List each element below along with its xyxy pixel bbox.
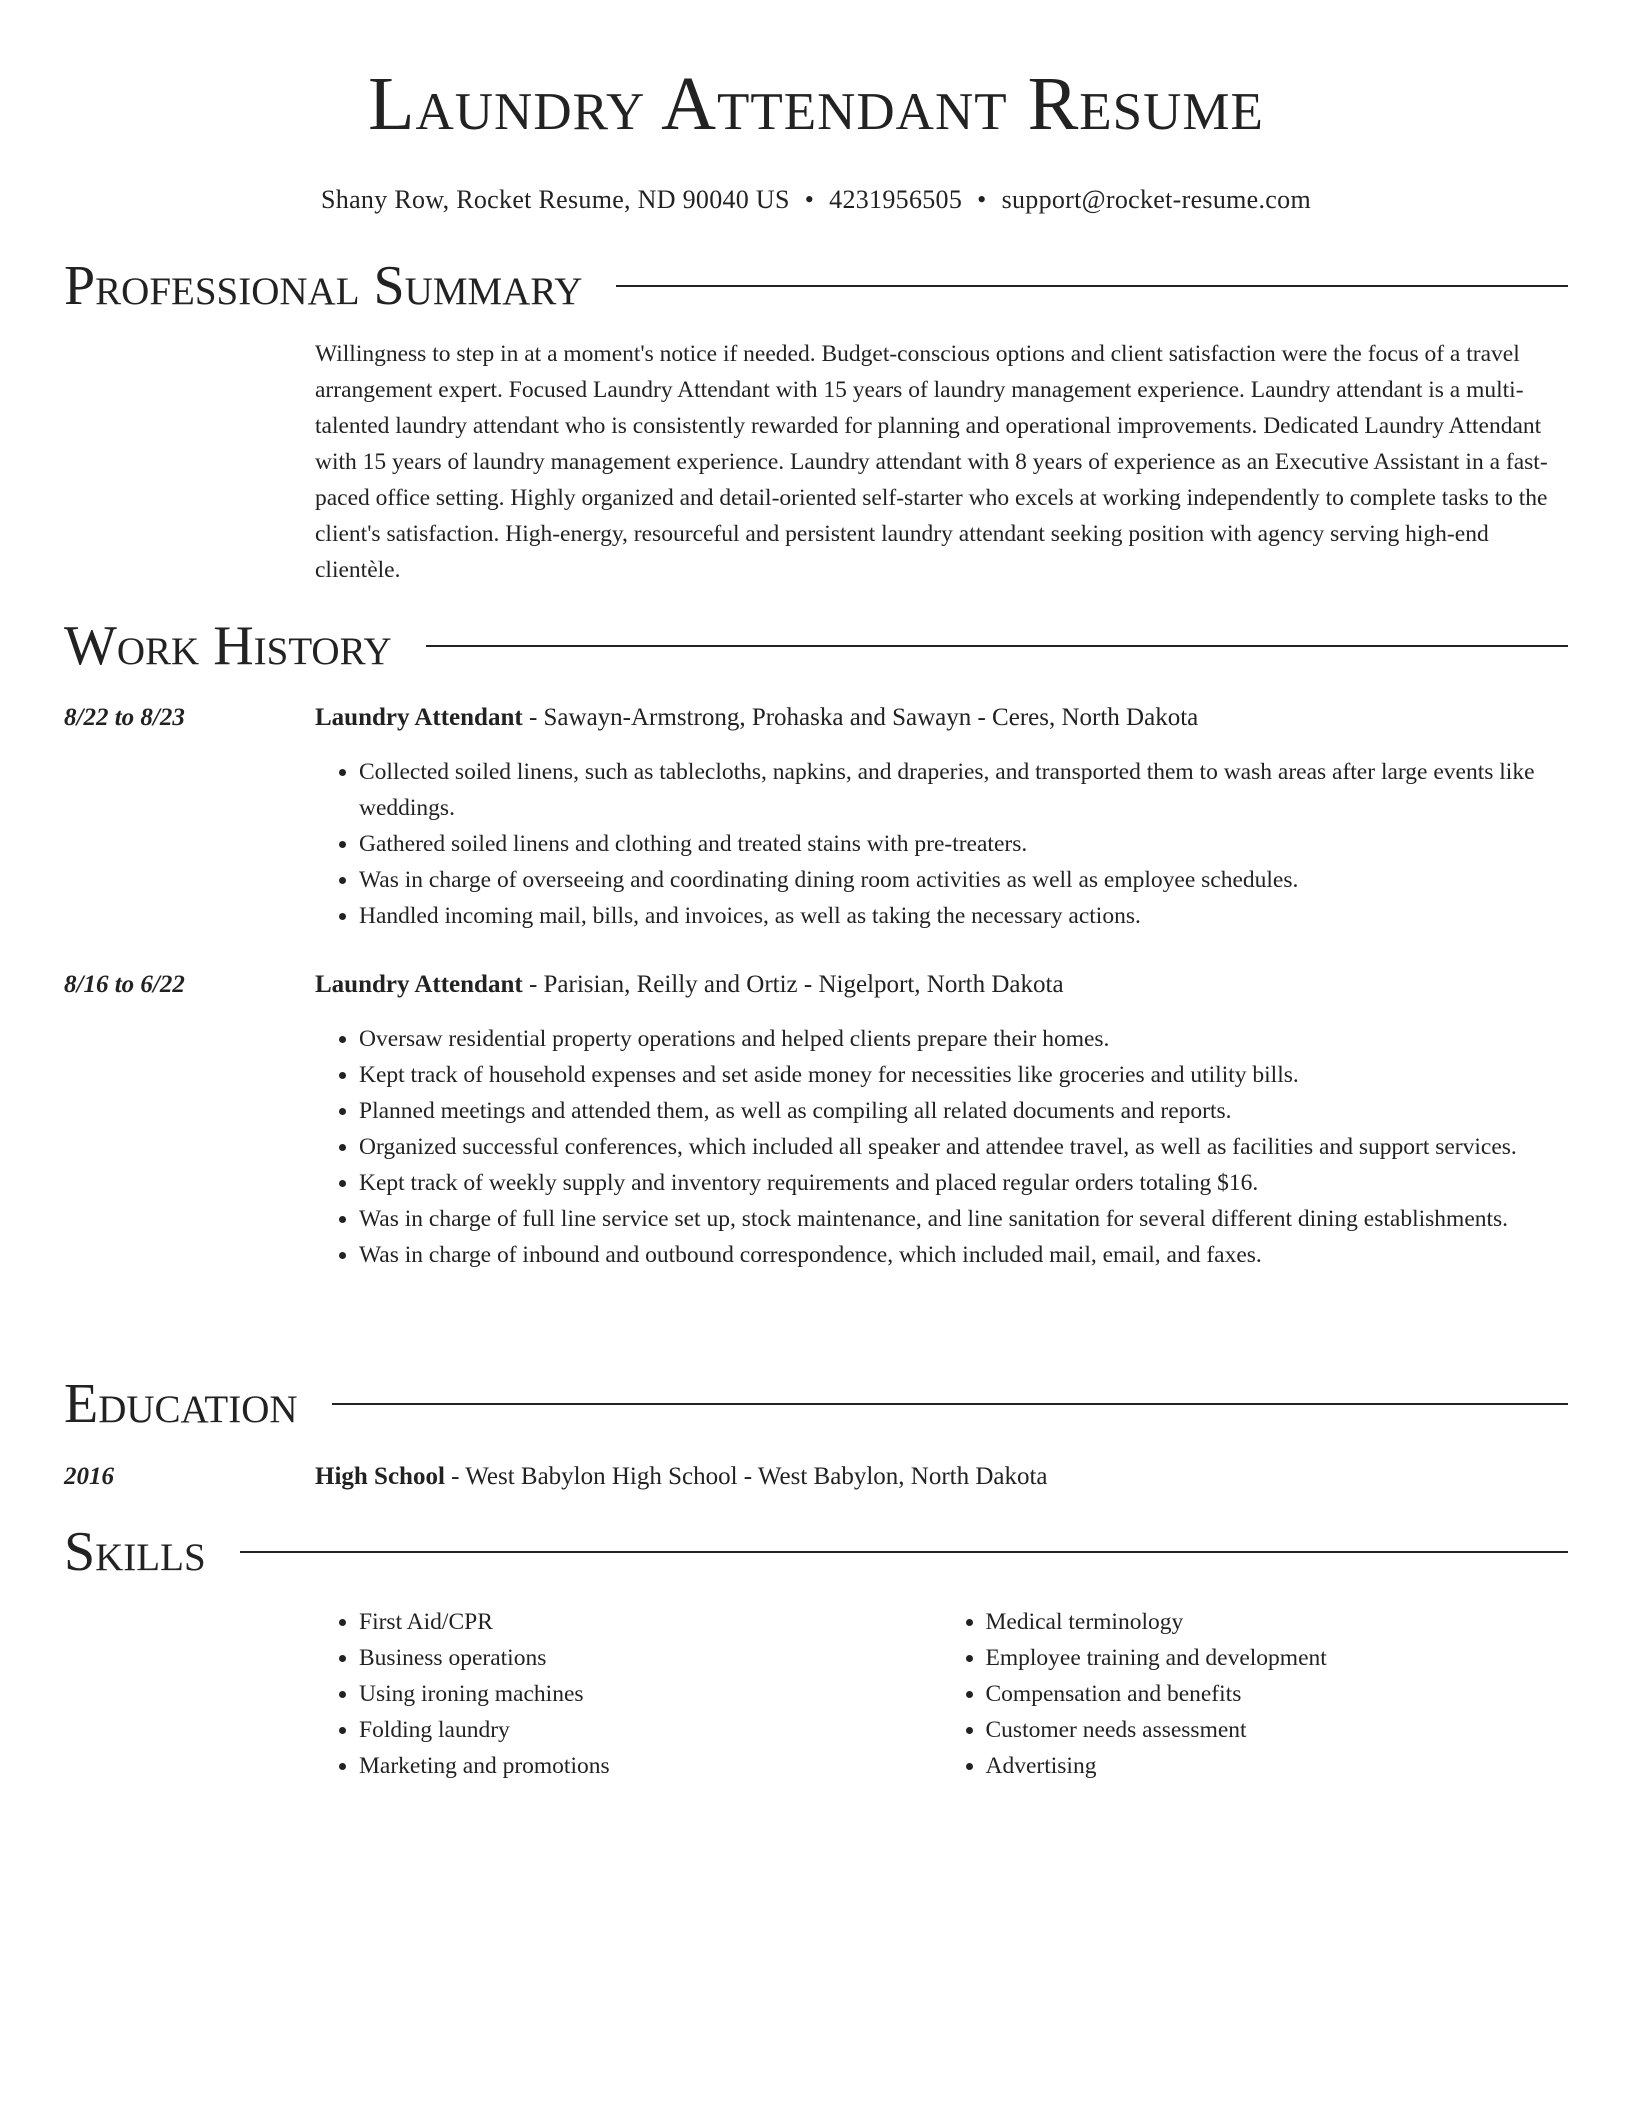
job-heading [315, 967, 1568, 1003]
skill-item: • Employee training and development [986, 1640, 1569, 1676]
list-item: • Gathered soiled linens and clothing and treated stains with pre-treaters. [359, 826, 1568, 862]
section-divider [616, 285, 1568, 287]
section-header-summary [64, 254, 1568, 318]
job-entry [315, 700, 1568, 934]
job-dates: 8/22 to 8/23 [64, 704, 185, 731]
job-dates: 8/16 to 6/22 [64, 971, 185, 998]
job-title: Laundry Attendant [315, 971, 523, 998]
list-item: • Planned meetings and attended them, as well as compiling all related documents and reports. [359, 1093, 1568, 1129]
skill-item: • Customer needs assessment [986, 1712, 1569, 1748]
skill-item: • Marketing and promotions [359, 1748, 942, 1784]
section-divider [426, 645, 1568, 647]
section-divider [240, 1551, 1568, 1553]
list-item: • Organized successful conferences, which included all speaker and attendee travel, as well as facilities and support services. [359, 1129, 1568, 1165]
contact-separator: • [977, 185, 987, 214]
job-employer: - Sawayn-Armstrong, Prohaska and Sawayn - Ceres, North Dakota [522, 704, 1199, 731]
list-item: • Was in charge of inbound and outbound correspondence, which included mail, email, and faxes. [359, 1237, 1568, 1273]
list-item: • Was in charge of full line service set up, stock maintenance, and line sanitation for several different dining establishments. [359, 1201, 1568, 1237]
skill-item: • Business operations [359, 1640, 942, 1676]
skill-item: • Advertising [986, 1748, 1569, 1784]
section-header-work [64, 614, 1568, 678]
list-item: • Collected soiled linens, such as tablecloths, napkins, and draperies, and transported them to wash areas after large events like weddings. [359, 754, 1568, 826]
contact-line [64, 185, 1568, 215]
job-duties [315, 1021, 1568, 1273]
contact-address: Shany Row, Rocket Resume, ND 90040 US [321, 185, 790, 214]
skill-item: • Compensation and benefits [986, 1676, 1569, 1712]
job-title: Laundry Attendant [315, 704, 523, 731]
education-year: 2016 [64, 1463, 114, 1490]
section-title-summary: Professional Summary [64, 255, 583, 317]
contact-separator: • [804, 185, 815, 214]
job-employer: - Parisian, Reilly and Ortiz - Nigelport, North Dakota [522, 971, 1064, 998]
summary-text: Willingness to step in at a moment's notice if needed. Budget-conscious options and client satisfaction were the focus of a travel arrangement expert. Focused Laundry Attendant with 15 years of laundry management experience. Laundry attendant is a multi-talented laundry attendant who is consistently rewarded for planning and operational improvements. Dedicated Laundry Attendant with 15 years of laundry management experience. Laundry attendant with 8 years of experience as an Executive Assistant in a fast-paced office setting. Highly organized and detail-oriented self-starter who excels at working independently to complete tasks to the client's satisfaction. High-energy, resourceful and persistent laundry attendant seeking position with agency serving high-end clientèle. [315, 341, 1548, 583]
list-item: • Was in charge of overseeing and coordinating dining room activities as well as employee schedules. [359, 862, 1568, 898]
resume-title: Laundry Attendant Resume [368, 62, 1264, 146]
education-school: - West Babylon High School - West Babylon, North Dakota [444, 1463, 1048, 1490]
contact-phone: 4231956505 [829, 185, 963, 214]
skill-item: • Using ironing machines [359, 1676, 942, 1712]
list-item: • Kept track of weekly supply and inventory requirements and placed regular orders totaling $16. [359, 1165, 1568, 1201]
job-heading [315, 700, 1568, 736]
summary-block [315, 336, 1568, 588]
education-degree: High School [315, 1463, 445, 1490]
list-item: • Kept track of household expenses and set aside money for necessities like groceries and utility bills. [359, 1057, 1568, 1093]
list-item: • Oversaw residential property operations and helped clients prepare their homes. [359, 1021, 1568, 1057]
section-title-work: Work History [64, 615, 392, 677]
skill-item: • First Aid/CPR [359, 1604, 942, 1640]
section-header-education [64, 1372, 1568, 1436]
contact-email: support@rocket-resume.com [1001, 185, 1311, 214]
education-entry [315, 1459, 1568, 1495]
section-divider [332, 1403, 1568, 1405]
section-header-skills [64, 1520, 1568, 1584]
list-item: • Handled incoming mail, bills, and invoices, as well as taking the necessary actions. [359, 898, 1568, 934]
skills-list [315, 1604, 1568, 1784]
skills-column-right [942, 1604, 1569, 1784]
section-title-education: Education [64, 1373, 298, 1435]
skill-item: • Medical terminology [986, 1604, 1569, 1640]
skill-item: • Folding laundry [359, 1712, 942, 1748]
section-title-skills: Skills [64, 1521, 206, 1583]
skills-column-left [315, 1604, 942, 1784]
job-duties [315, 754, 1568, 934]
education-heading [315, 1459, 1568, 1495]
job-entry [315, 967, 1568, 1273]
resume-page [64, 0, 1568, 1779]
